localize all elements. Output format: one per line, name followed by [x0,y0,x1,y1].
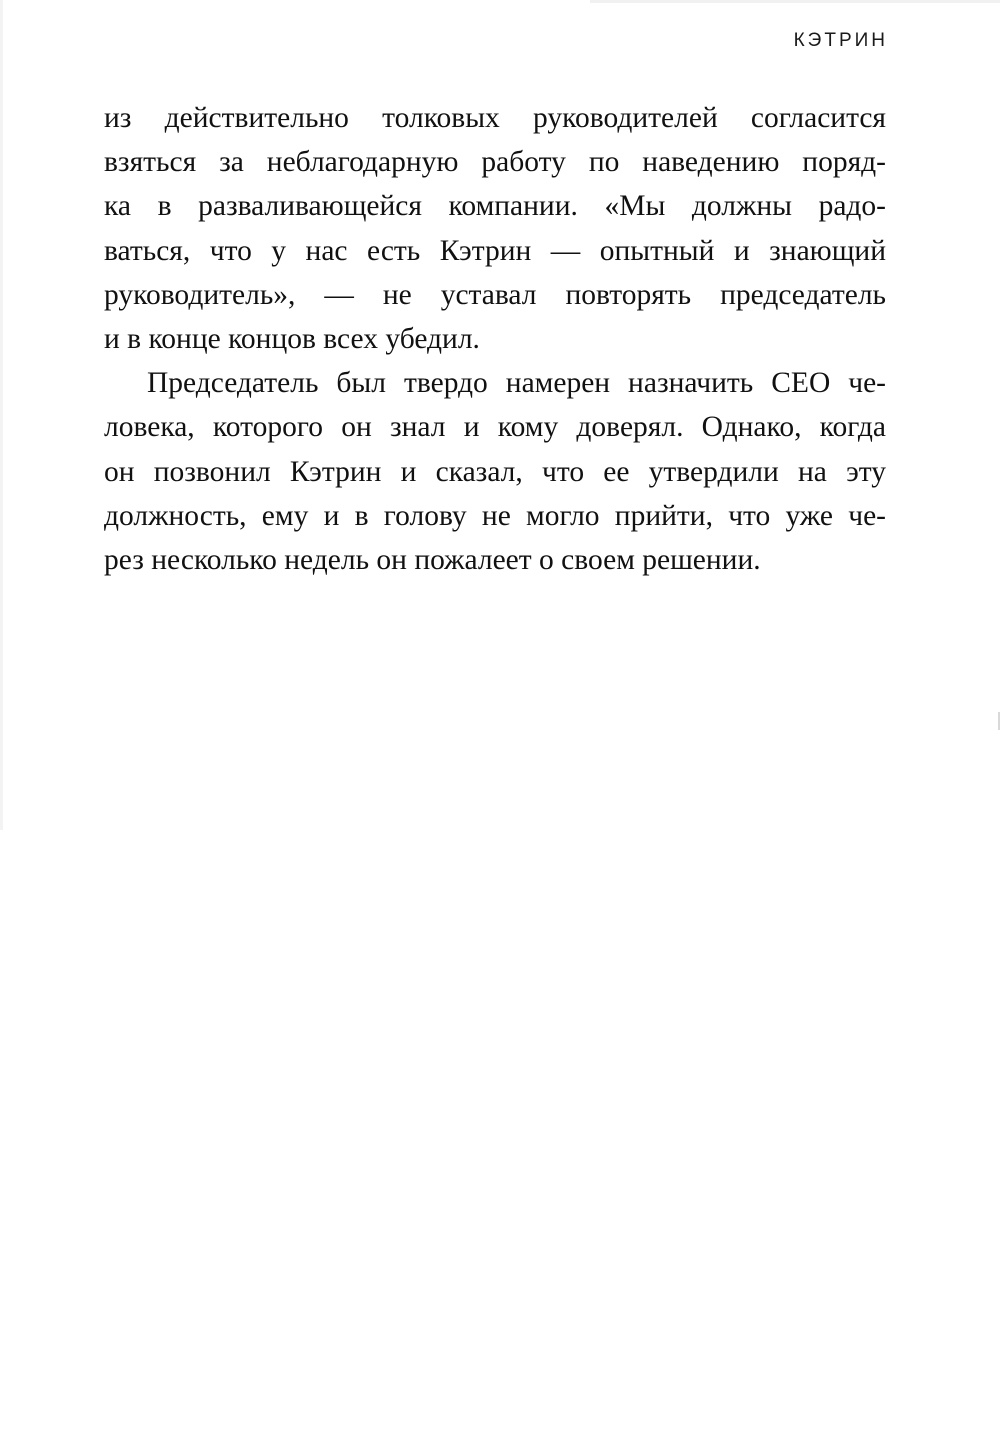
text-line: руководитель», — не уставал повторять председатель [104,278,886,311]
text-line: из действительно толковых руководителей согласится [104,102,886,134]
text-line: и в конце концов всех убедил. [104,322,480,355]
text-line: ваться, что у нас есть Кэтрин — опытный и знающий [104,234,886,267]
body-text [104,96,886,582]
text-line: взяться за неблагодарную работу по наведению поряд- [104,146,886,179]
text-line: он позвонил Кэтрин и сказал, что ее утвердили на эту [104,455,886,488]
text-line: ловека, которого он знал и кому доверял. Однако, когда [104,411,886,444]
page-edge-shadow [0,0,3,830]
running-header: КЭТРИН [793,30,888,51]
paragraph [104,361,886,582]
text-line: рез несколько недель он пожалеет о своем решении. [104,543,761,576]
text-line: Председатель был твердо намерен назначить CEO че- [147,367,886,400]
page-top-shadow [590,0,1000,3]
paragraph [104,96,886,361]
text-line: должность, ему и в голову не могло прийти, что уже че- [104,499,886,532]
text-line: ка в разваливающейся компании. «Мы должны радо- [104,190,886,223]
